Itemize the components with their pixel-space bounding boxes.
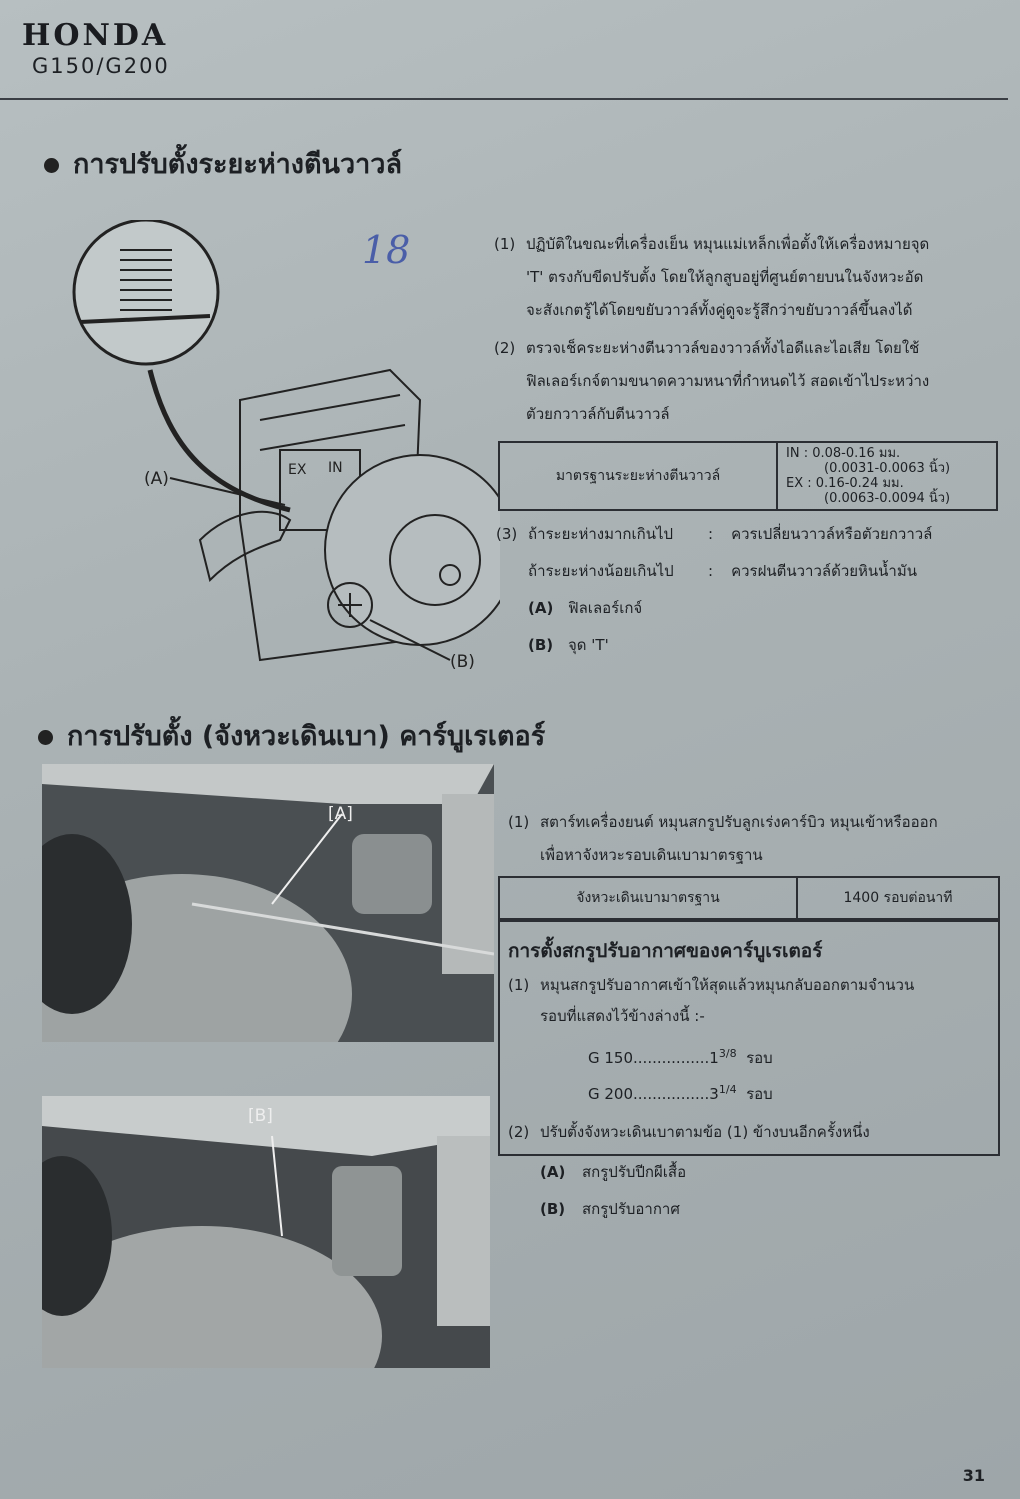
valve-clearance-table: [498, 441, 998, 511]
carb-photo-b-image: [42, 1096, 490, 1368]
valve-step-1: (1) ปฏิบัติในขณะที่เครื่องเย็น หมุนแม่เหล็กเพื่อตั้งให้เครื่องหมายจุด 'T' ตรงกับขีดปรับตั้ง โดยให้ลูกสูบอยู่ที่ศูนย์ตายบนในจังหวะอัด จะสังเกตรู้ได้โดยขยับวาวล์ทั้งคู่ดูจะรู้สึกว่าขยับวาวล์ขึ้นลงได้: [494, 235, 930, 319]
idle-value: 1400 รอบต่อนาที: [797, 877, 999, 919]
valve-step-3: (3) ถ้าระยะห่างมากเกินไป : ควรเปลี่ยนวาวล์หรือตัวยกวาวล์ ถ้าระยะห่างน้อยเกินไป : ควรฝนตีนวาวล์ด้วยหินน้ำมัน (A) ฟิลเลอร์เกจ์ (B) จุด 'T': [496, 525, 933, 654]
diagram-label-a: (A): [144, 469, 169, 489]
in-label: IN: [328, 460, 343, 476]
air-screw-box: [498, 920, 1000, 1156]
idle-speed-table: [498, 876, 1000, 920]
handwritten-note: 18: [362, 228, 411, 272]
header-rule: [0, 98, 1008, 100]
bullet-icon: [44, 158, 59, 173]
carb-section-title: การปรับตั้ง (จังหวะเดินเบา) คาร์บูเรเตอร์: [38, 714, 545, 757]
air-step-1: (1) หมุนสกรูปรับอากาศเข้าให้สุดแล้วหมุนกลับออกตามจำนวน รอบที่แสดงไว้ข้างล่างนี้ :-: [508, 976, 915, 1025]
photo-b-label: [B]: [248, 1106, 273, 1126]
carb-photo-b: [42, 1096, 490, 1368]
carb-photo-a-image: [42, 764, 494, 1042]
carb-photo-a: [42, 764, 494, 1042]
g200-setting: G $200................3^{1/4}$ รอบ: [588, 1083, 773, 1103]
carb-legend: (A) สกรูปรับปีกผีเสื้อ (B) สกรูปรับอากาศ: [540, 1163, 687, 1218]
bullet-icon: [38, 730, 53, 745]
spec-values: IN : 0.08-0.16 มม. (0.0031-0.0063 นิ้ว) EX : 0.16-0.24 มม. (0.0063-0.0094 นิ้ว): [777, 442, 997, 510]
valve-step-2: (2) ตรวจเช็คระยะห่างตีนวาวล์ของวาวล์ทั้งไอดีและไอเสีย โดยใช้ ฟิลเลอร์เกจ์ตามขนาดความหนาที่กำหนดไว้ สอดเข้าไประหว่าง ตัวยกวาวล์กับตีนวาวล์: [494, 339, 930, 423]
air-step-2: (2) ปรับตั้งจังหวะเดินเบาตามข้อ (1) ข้างบนอีกครั้งหนึ่ง: [508, 1123, 870, 1141]
idle-label: จังหวะเดินเบามาตรฐาน: [499, 877, 797, 919]
carb-step-1: (1) สตาร์ทเครื่องยนต์ หมุนสกรูปรับลูกเร่งคาร์บิว หมุนเข้าหรือออก เพื่อหาจังหวะรอบเดินเบามาตรฐาน: [508, 813, 938, 864]
ex-label: EX: [288, 462, 307, 478]
photo-a-label: [A]: [328, 804, 353, 824]
g150-setting: G $150................1^{3/8}$ รอบ: [588, 1047, 773, 1067]
brand-logo: HONDA: [22, 18, 169, 53]
valve-section-title: การปรับตั้งระยะห่างตีนวาวล์: [44, 142, 402, 185]
spec-label: มาตรฐานระยะห่างตีนวาวล์: [499, 442, 777, 510]
valve-diagram: [60, 220, 500, 680]
air-screw-title: การตั้งสกรูปรับอากาศของคาร์บูเรเตอร์: [508, 940, 823, 962]
page-number: 31: [962, 1466, 985, 1485]
model-name: G150/G200: [32, 54, 170, 78]
diagram-label-b: (B): [450, 652, 475, 672]
